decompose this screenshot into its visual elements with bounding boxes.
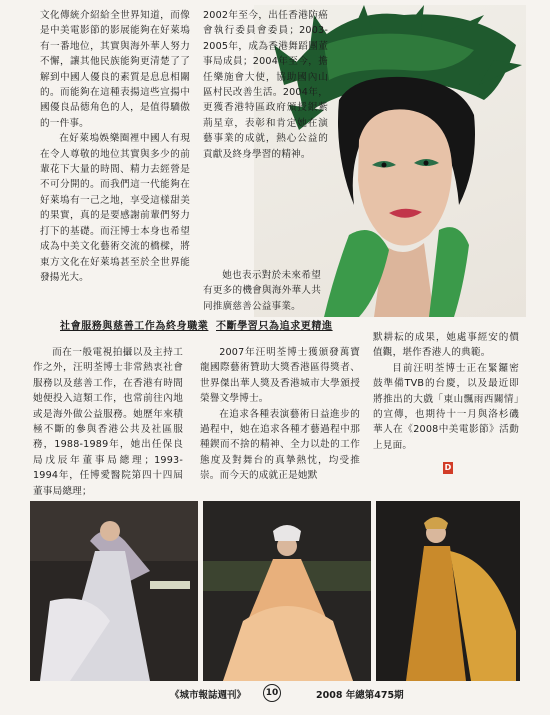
- page-number: 10: [263, 684, 281, 702]
- article-column-bottom-middle: [200, 345, 360, 484]
- section-heading: 社會服務與慈善工作為終身職業: [60, 321, 209, 332]
- stage-photo-2: [203, 501, 371, 681]
- paragraph: 2007年汪明荃博士獲頒發萬寶龍國際藝術贊助大獎香港區得獎者、世界傑出華人獎及香港城市大學頒授榮譽文學博士。: [200, 347, 360, 405]
- paragraph: 2002年至今，出任香港防癌會執行委員會委員；2003-2005年，成為香港舞蹈團董事局成員；2004年至今，擔任樂施會大使，協助國內山區村民改善生活。2004年，更獲香港特區政府頒授銀紫荊星章，表彰和肯定她在演藝事業的成就，熱心公益的貢獻及終身學習的精神。: [203, 10, 328, 160]
- article-column-bottom-right: [373, 330, 519, 453]
- paragraph: 在好萊塢娛樂圈裡中國人有現在令人尊敬的地位其實與多少的前輩花下大量的時間、精力去經營是不可分開的。而我們這一代能夠在好萊塢有一己之地，享受這樣甜美的果實，真的是要感謝前輩們努力打下的基礎。而汪博士本身也希望成為中美文化藝術交流的橋樑，將東方文化在好萊塢甚至於全世界能發揚光大。: [40, 133, 190, 283]
- issue-info: 2008 年總第475期: [316, 690, 404, 701]
- stage-photo-3: [376, 501, 520, 681]
- paragraph: 文化傳統介紹給全世界知道，而像是中美電影節的影展能夠在好萊塢有一番地位，其實與海外華人努力不懈，讓其他民族能夠更清楚了了解到中國人優良的素質是息息相關的。而能夠在這種表揚這些宣揚中國優良品德角色的人，是值得驕傲的一件事。: [40, 10, 190, 129]
- page-footer: [0, 684, 550, 704]
- paragraph: 默耕耘的成果，她處事經安的價值觀，堪作香港人的典範。: [373, 332, 519, 359]
- publication-name: 《城市報誌週刊》: [170, 690, 247, 701]
- article-column-top-left: [40, 8, 190, 285]
- paragraph: 她也表示對於未來希望有更多的機會與海外華人共同推廣慈善公益事業。: [203, 270, 321, 312]
- article-column-top-middle-end: [203, 268, 321, 314]
- end-mark: D: [444, 463, 452, 472]
- paragraph: 而在一般電視拍攝以及主持工作之外，汪明荃博士非常熱衷社會服務以及慈善工作，在香港有時間她便投入這類工作，也常前往內地或是海外做公益服務。她歷年來積極不斷的參與香港公共及社區服務，1988-1989年，她出任保良局戊辰年董事局總理；1993-1994年，任博愛醫院第四十四屆董事局總理；: [33, 347, 183, 497]
- article-column-bottom-left: [33, 345, 183, 499]
- paragraph: 在追求各種表演藝術日益進步的過程中，她在追求各種才藝過程中那種鍥而不捨的精神、全力以赴的工作態度及對舞台的真摯熱忱，均受推崇。而今天的成就正是她默: [200, 408, 360, 482]
- stage-photo-1: [30, 501, 198, 681]
- section-heading: 不斷學習只為追求更精進: [216, 321, 333, 332]
- article-column-top-middle: [203, 8, 328, 162]
- paragraph: 目前汪明荃博士正在緊鑼密鼓準備TVB的台慶，以及最近即將推出的大戲「東山飄雨西關情」的宣傳，也期待十一月與洛杉磯華人在《2008中美電影節》活動上見面。: [373, 362, 519, 451]
